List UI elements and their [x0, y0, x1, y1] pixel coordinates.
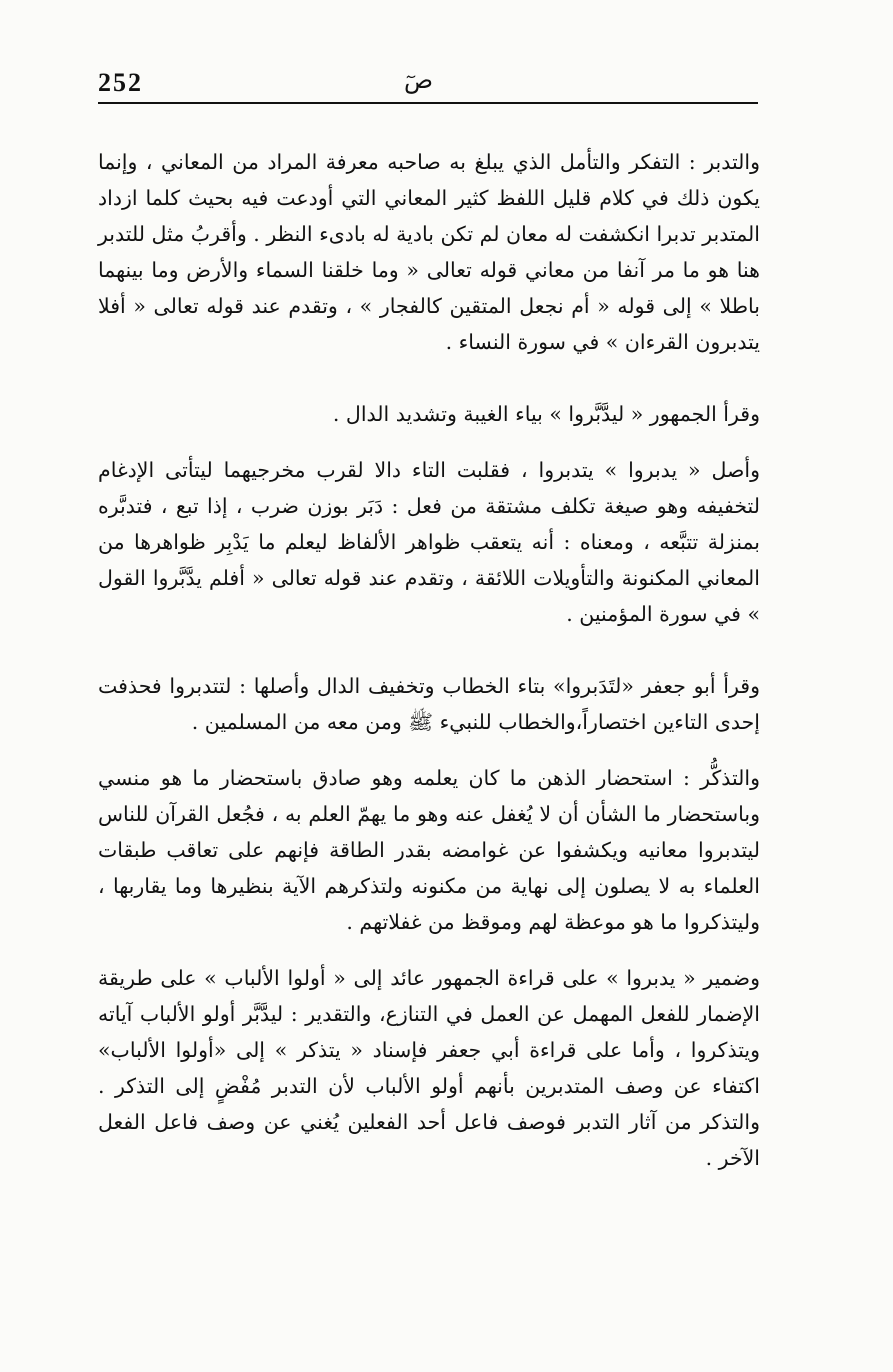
page-number: 252: [98, 68, 143, 97]
page-header: [98, 66, 758, 104]
paragraph-pronoun-reference: وضمير « يدبروا » على قراءة الجمهور عائد إلى « أولوا الألباب » على طريقة الإضمار للفعل المهمل عن العمل في التنازع، والتقدير : ليدَّبَّر أولو الألباب آياته ويتذكروا ، وأما على قراءة أبي جعفر فإسناد « يتذكر » إلى «أولوا الألباب» اكتفاء عن وصف المتدبرين بأنهم أولو الألباب لأن التدبر مُفْضٍ إلى التذكر . والتذكر من آثار التدبر فوصف فاعل أحد الفعلين يُغني عن وصف فاعل الفعل الآخر .: [98, 966, 760, 1170]
paragraph-abu-jafar-reading: وقرأ أبو جعفر «لتَدَبروا» بتاء الخطاب وتخفيف الدال وأصلها : لتتدبروا فحذفت إحدى التاءين اختصاراً،والخطاب للنبيء ﷺ ومن معه من المسلمين .: [98, 674, 760, 734]
paragraph-tadabbur-definition: والتدبر : التفكر والتأمل الذي يبلغ به صاحبه معرفة المراد من المعاني ، وإنما يكون ذلك في كلام قليل اللفظ كثير المعاني التي أودعت فيه بحيث كلما ازداد المتدبر تدبرا انكشفت له معان لم تكن بادية له بادىء النظر . وأقربُ مثل للتدبر هنا هو ما مر آنفا من معاني قوله تعالى « وما خلقنا السماء والأرض وما بينهما باطلا » إلى قوله « أم نجعل المتقين كالفجار » ، وتقدم عند قوله تعالى « أفلا يتدبرون القرءان » في سورة النساء .: [98, 150, 760, 354]
body-text: [98, 144, 760, 1176]
header-rule: [98, 102, 758, 104]
paragraph-jumhur-reading: وقرأ الجمهور « ليدَّبَّروا » بياء الغيبة وتشديد الدال .: [332, 402, 760, 426]
running-head: صٓ: [404, 66, 434, 94]
paragraph-origin-yaddabbaru: وأصل « يدبروا » يتدبروا ، فقلبت التاء دالا لقرب مخرجيهما ليتأتى الإدغام لتخفيفه وهو صيغة تكلف مشتقة من فعل : دَبَر بوزن ضرب ، إذا تبع ، فتدبَّره بمنزلة تتبَّعه ، ومعناه : أنه يتعقب ظواهر الألفاظ ليعلم ما يَدْبِر ظواهرها من المعاني المكنونة والتأويلات اللائقة ، وتقدم عند قوله تعالى « أفلم يدَّبَّروا القول » في سورة المؤمنين .: [98, 458, 760, 626]
paragraph-tadhakkur-definition: والتذكُّر : استحضار الذهن ما كان يعلمه وهو صادق باستحضار ما هو منسي وباستحضار ما الشأن أن لا يُغفل عنه وهو ما يهمّ العلم به ، فجُعل القرآن للناس ليتدبروا معانيه ويكشفوا عن غوامضه بقدر الطاقة فإنهم على تعاقب طبقات العلماء به لا يصلون إلى نهاية من مكنونه ولتذكرهم الآية بنظيرها وما يقاربها ، وليتذكروا ما هو موعظة لهم وموقظ من غفلاتهم .: [98, 766, 760, 934]
